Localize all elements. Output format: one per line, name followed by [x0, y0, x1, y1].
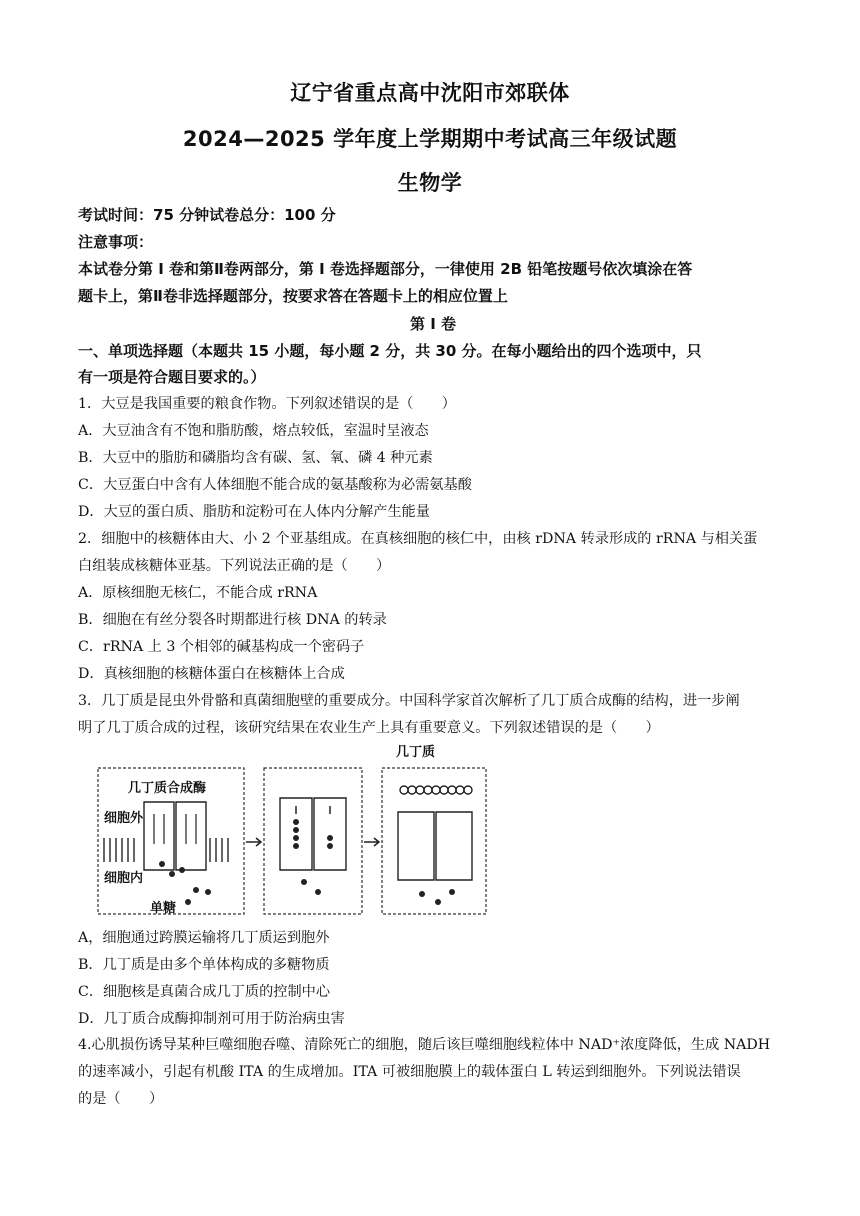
figure-label-chitin: 几丁质 [396, 745, 436, 760]
volume-heading: 第 I 卷 [409, 315, 457, 333]
subject-title: 生物学 [397, 171, 463, 195]
exam-title: 2024—2025 学年度上学期期中考试高三年级试题 [182, 127, 678, 151]
question-3-stem-line-2: 明了几丁质合成的过程，该研究结果在农业生产上具有重要意义。下列叙述错误的是（ ） [78, 720, 660, 736]
figure-label-monomer: 单糖 [150, 901, 177, 916]
question-3-option-c: C．细胞核是真菌合成几丁质的控制中心 [78, 984, 331, 1000]
question-4-stem-line-2: 的速率减小，引起有机酸 ITA 的生成增加。ITA 可被细胞膜上的载体蛋白 L 转运到细胞外。下列说法错误 [78, 1064, 741, 1080]
school-title: 辽宁省重点高中沈阳市郊联体 [290, 81, 570, 105]
question-3-option-d: D．几丁质合成酶抑制剂可用于防治病虫害 [78, 1011, 345, 1027]
notice-title: 注意事项： [78, 233, 154, 251]
question-1-stem: 1．大豆是我国重要的粮食作物。下列叙述错误的是（ ） [78, 396, 456, 412]
question-2-option-c: C．rRNA 上 3 个相邻的碱基构成一个密码子 [78, 639, 365, 655]
figure-panel-3 [382, 744, 486, 914]
question-4-stem-line-3: 的是（ ） [78, 1091, 164, 1107]
figure-panel-1 [98, 768, 244, 916]
question-2-stem-line-2: 白组装成核糖体亚基。下列说法正确的是（ ） [78, 558, 391, 574]
question-2-option-d: D．真核细胞的核糖体蛋白在核糖体上合成 [78, 666, 345, 682]
question-4-stem-line-1: 4.心肌损伤诱导某种巨噬细胞吞噬、清除死亡的细胞，随后该巨噬细胞线粒体中 NAD⁺浓度降低，生成 NADH [78, 1037, 771, 1053]
exam-time-score: 考试时间：75 分钟试卷总分：100 分 [78, 206, 336, 224]
figure-label-inside: 细胞内 [104, 871, 144, 886]
section-heading-line-1: 一、单项选择题（本题共 15 小题，每小题 2 分，共 30 分。在每小题给出的四个选项中，只 [78, 342, 702, 360]
figure-label-enzyme: 几丁质合成酶 [128, 781, 207, 796]
question-1-option-a: A．大豆油含有不饱和脂肪酸，熔点较低，室温时呈液态 [78, 423, 429, 439]
question-2-option-b: B．细胞在有丝分裂各时期都进行核 DNA 的转录 [78, 612, 387, 628]
question-2-option-a: A．原核细胞无核仁，不能合成 rRNA [78, 585, 318, 601]
chitin-synthesis-figure [92, 742, 492, 922]
notice-body-line-1: 本试卷分第 I 卷和第Ⅱ卷两部分，第 I 卷选择题部分，一律使用 2B 铅笔按题号依次填涂在答 [78, 260, 693, 278]
question-3-option-a: A，细胞通过跨膜运输将几丁质运到胞外 [78, 930, 330, 946]
question-3-option-b: B．几丁质是由多个单体构成的多糖物质 [78, 957, 330, 973]
notice-body-line-2: 题卡上，第Ⅱ卷非选择题部分，按要求答在答题卡上的相应位置上 [78, 287, 508, 305]
question-1-option-c: C．大豆蛋白中含有人体细胞不能合成的氨基酸称为必需氨基酸 [78, 477, 472, 493]
question-1-option-b: B．大豆中的脂肪和磷脂均含有碳、氢、氧、磷 4 种元素 [78, 450, 433, 466]
figure-label-outside: 细胞外 [104, 811, 144, 826]
question-3-stem-line-1: 3．几丁质是昆虫外骨骼和真菌细胞壁的重要成分。中国科学家首次解析了几丁质合成酶的结构，进一步阐 [78, 693, 740, 709]
figure-panel-2 [264, 768, 362, 914]
question-2-stem-line-1: 2．细胞中的核糖体由大、小 2 个亚基组成。在真核细胞的核仁中，由核 rDNA 转录形成的 rRNA 与相关蛋 [78, 531, 758, 547]
question-1-option-d: D．大豆的蛋白质、脂肪和淀粉可在人体内分解产生能量 [78, 504, 430, 520]
section-heading-line-2: 有一项是符合题目要求的。） [78, 368, 266, 386]
